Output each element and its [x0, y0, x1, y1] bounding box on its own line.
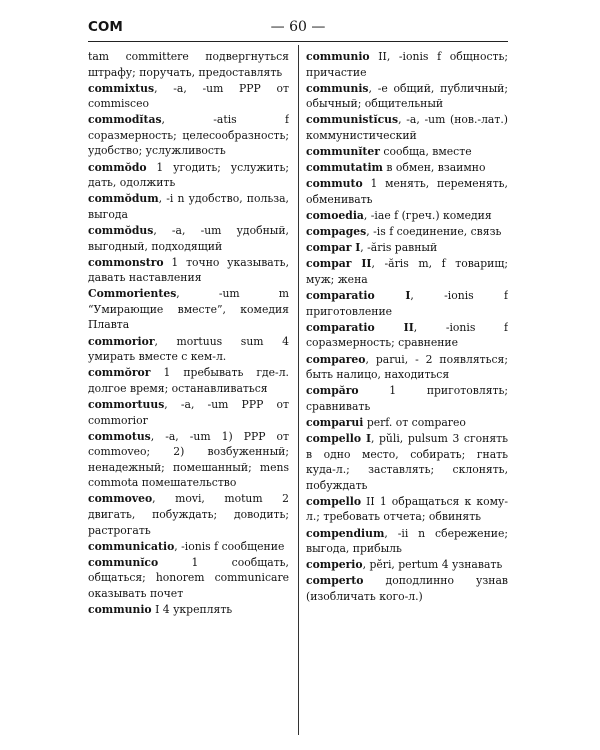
entry-headword: communĭter — [306, 145, 380, 159]
entry-definition: II, -ionis f общность; причастие — [306, 50, 508, 79]
entry-headword: comparui — [306, 415, 364, 429]
entry-definition: , -um m “Умирающие вместе”, комедия Плавта — [88, 287, 289, 332]
dictionary-entry — [88, 191, 289, 222]
entry-definition: tam committere подвергнуться штрафу; поручать, предоставлять — [88, 50, 289, 79]
entry-definition: , -ii n сбережение; выгода, прибыль — [306, 526, 508, 556]
entry-definition: , -a, -um PPP от commorior — [88, 397, 289, 427]
dictionary-entry — [306, 320, 508, 351]
entry-definition: , -ionis f соразмерность; сравнение — [306, 320, 508, 350]
entry-headword: commŏdum — [88, 192, 159, 206]
dictionary-entry — [306, 526, 508, 557]
entry-headword: comperto — [306, 574, 364, 588]
right-column — [306, 49, 508, 739]
entry-headword: comparatio I — [306, 289, 411, 303]
entry-definition: , -ăris равный — [360, 241, 438, 255]
dictionary-entry — [306, 144, 508, 160]
entry-definition: , -iae f (греч.) комедия — [363, 209, 492, 223]
dictionary-entry — [88, 81, 289, 112]
entry-headword: communicatio — [88, 539, 175, 553]
entry-definition: 1 точно указывать, давать наставления — [88, 255, 289, 285]
dictionary-entry — [306, 240, 508, 256]
entry-headword: commotus — [88, 429, 151, 443]
header-rule — [88, 41, 508, 42]
dictionary-entry — [88, 491, 289, 538]
entry-definition: в обмен, взаимно — [382, 161, 486, 175]
dictionary-entry — [306, 288, 508, 319]
entry-definition: , pĕri, pertum 4 узнавать — [362, 558, 503, 572]
entry-definition: , -is f соединение, связь — [366, 225, 502, 239]
entry-headword: compendium — [306, 526, 385, 540]
entry-headword: communis — [306, 81, 369, 95]
dictionary-entry — [306, 112, 508, 143]
entry-headword: compar I — [306, 241, 361, 255]
entry-headword: compar II — [306, 257, 372, 271]
entry-definition: , pŭli, pulsum 3 сгонять в одно место, собирать; гнать куда-л.; заставлять; склонять, побуждать — [306, 432, 508, 492]
entry-headword: commortuus — [88, 397, 165, 411]
dictionary-entry — [306, 208, 508, 224]
entry-definition: 1 приготовлять; сравнивать — [306, 384, 508, 413]
entry-headword: commutatim — [306, 161, 383, 175]
entry-headword: commixtus — [88, 81, 155, 95]
entry-definition: , -a, -um удобный, выгодный, подходящий — [88, 223, 289, 253]
left-column — [88, 49, 289, 739]
entry-definition: , -a, -um 1) PPP от commoveo; 2) возбуженный; ненадежный; помешанный; mens commota помешательство — [88, 429, 289, 490]
entry-definition: 1 сообщать, общаться; honorem communicare оказывать почет — [88, 555, 289, 600]
entry-definition: 1 менять, переменять, обменивать — [306, 177, 508, 206]
entry-headword: compello — [306, 494, 362, 508]
dictionary-entry — [306, 81, 508, 112]
dictionary-entry — [88, 255, 289, 286]
entry-headword: compages — [306, 225, 367, 239]
entry-definition: сообща, вместе — [379, 145, 472, 159]
dictionary-entry — [88, 555, 289, 602]
entry-headword: commuto — [306, 177, 363, 191]
dictionary-entry — [306, 431, 508, 493]
guide-word: COM — [88, 19, 123, 35]
dictionary-entry — [306, 352, 508, 383]
dictionary-entry — [88, 112, 289, 159]
dictionary-entry — [306, 49, 508, 80]
dictionary-entry — [88, 539, 289, 555]
entry-headword: communio — [306, 50, 370, 63]
entry-headword: comoedia — [306, 209, 364, 223]
entry-headword: compăro — [306, 384, 359, 398]
entry-definition: , -e общий, публичный; обычный; общительный — [306, 81, 508, 111]
entry-headword: compareo — [306, 352, 366, 366]
dictionary-entry — [306, 573, 508, 604]
entry-headword: compello I — [306, 432, 371, 446]
dictionary-entry — [88, 286, 289, 333]
dictionary-entry — [88, 602, 289, 618]
entry-headword: communistĭcus — [306, 113, 399, 127]
dictionary-entry — [88, 334, 289, 365]
entry-definition: доподлинно узнав (изобличать кого-л.) — [306, 574, 508, 603]
entry-headword: commodĭtas — [88, 113, 162, 127]
entry-headword: comperio — [306, 558, 363, 572]
entry-definition: II 1 обращаться к кому-л.; требовать отчета; обвинять — [306, 494, 508, 524]
dictionary-entry — [306, 383, 508, 414]
dictionary-entry — [88, 160, 289, 191]
entry-headword: commorior — [88, 334, 155, 348]
entry-definition: I 4 укреплять — [151, 603, 233, 617]
entry-definition: , mortuus sum 4 умирать вместе с кем-л. — [88, 334, 289, 364]
dictionary-entry — [88, 365, 289, 396]
entry-headword: comparatio II — [306, 320, 414, 334]
entry-definition: , -atis f соразмерность; целесообразность; удобство; услужливость — [88, 113, 289, 158]
entry-headword: commoveo — [88, 492, 153, 506]
entry-headword: communio — [88, 603, 152, 617]
dictionary-entry — [306, 415, 508, 431]
entry-definition: , movi, motum 2 двигать, побуждать; доводить; растрогать — [88, 492, 289, 537]
entry-headword: commŏdus — [88, 223, 154, 237]
entry-headword: commŏror — [88, 366, 151, 380]
entry-definition: , parui, - 2 появляться; быть налицо, находиться — [306, 352, 508, 382]
dictionary-entry — [88, 397, 289, 428]
entry-headword: commonstro — [88, 255, 164, 269]
dictionary-entry — [88, 429, 289, 491]
dictionary-entry — [306, 160, 508, 176]
entry-definition: , -ionis f приготовление — [306, 289, 508, 318]
entry-definition: perf. от compareo — [363, 415, 466, 429]
dictionary-entry — [88, 223, 289, 254]
dictionary-entry — [306, 256, 508, 287]
entry-definition: 1 угодить; услужить; дать, одолжить — [88, 160, 289, 190]
page-header — [88, 19, 508, 39]
dictionary-entry — [88, 49, 289, 80]
column-divider — [298, 45, 299, 735]
entry-definition: , -i n удобство, польза, выгода — [88, 192, 289, 221]
dictionary-entry — [306, 557, 508, 573]
dictionary-entry — [306, 176, 508, 207]
entry-definition: 1 пребывать где-л. долгое время; останавливаться — [88, 366, 289, 395]
dictionary-entry — [306, 224, 508, 240]
entry-headword: Commorientes — [88, 287, 177, 301]
entry-definition: , -a, -um PPP от commisceo — [88, 81, 289, 111]
entry-headword: communĭco — [88, 555, 159, 569]
entry-definition: , -ăris m, f товарищ; муж; жена — [306, 257, 508, 286]
page-number: — 60 — — [270, 19, 326, 35]
entry-definition: , -a, -um (нов.-лат.) коммунистический — [306, 113, 508, 142]
entry-definition: , -ionis f сообщение — [174, 539, 285, 553]
entry-headword: commŏdo — [88, 160, 147, 174]
dictionary-entry — [306, 494, 508, 525]
